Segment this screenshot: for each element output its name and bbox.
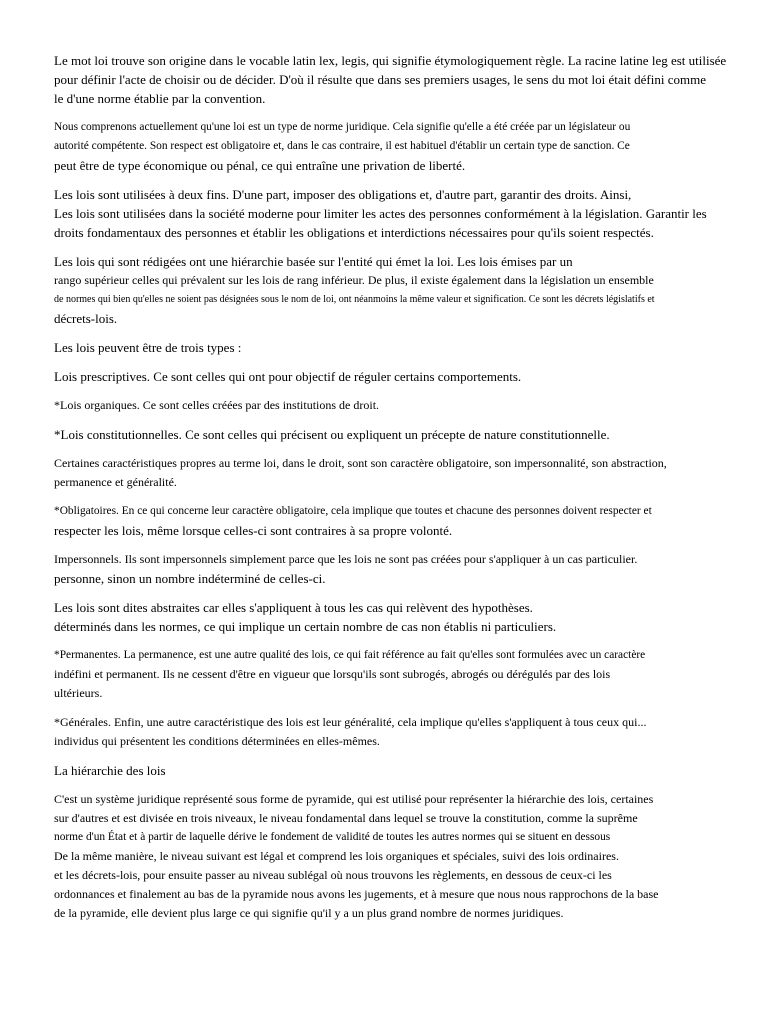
- paragraph: [54, 598, 766, 636]
- text-line: pour définir l'acte de choisir ou de décider. D'où il résulte que dans ses premiers usages, le sens du mot loi était défini comme: [54, 72, 706, 87]
- text-line: *Permanentes. La permanence, est une autre qualité des lois, ce qui fait référence au fait qu'elles sont formulées avec un caractère: [54, 649, 646, 661]
- text-line: décrets-lois.: [54, 311, 118, 326]
- text-line: Les lois sont dites abstraites car elles s'appliquent à tous les cas qui relèvent des hypothèses.: [54, 600, 533, 615]
- paragraph: [54, 761, 766, 780]
- paragraph: [54, 252, 766, 328]
- text-line: Les lois sont utilisées à deux fins. D'une part, imposer des obligations et, d'autre part, garantir des droits. Ainsi,: [54, 187, 632, 202]
- text-line: autorité compétente. Son respect est obligatoire et, dans le cas contraire, il est habituel d'établir un certain type de sanction. Ce: [54, 140, 630, 152]
- paragraph: [54, 550, 766, 588]
- text-line: *Lois organiques. Ce sont celles créées par des institutions de droit.: [54, 398, 380, 412]
- paragraph: [54, 396, 766, 415]
- text-line: personne, sinon un nombre indéterminé de celles-ci.: [54, 571, 326, 586]
- text-line: De la même manière, le niveau suivant est légal et comprend les lois organiques et spéciales, suivi des lois ordinaires.: [54, 849, 619, 863]
- text-line: respecter les lois, même lorsque celles-ci sont contraires à sa propre volonté.: [54, 523, 453, 538]
- paragraph: [54, 367, 766, 386]
- text-line: droits fondamentaux des personnes et établir les obligations et interdictions nécessaires pour qu'ils soient respectés.: [54, 225, 654, 240]
- text-line: de normes qui bien qu'elles ne soient pas désignées sous le nom de loi, ont néanmoins la même valeur et signification. Ce sont les décrets législatifs et: [54, 294, 655, 305]
- text-line: le d'une norme établie par la convention.: [54, 91, 266, 106]
- text-line: permanence et généralité.: [54, 475, 177, 489]
- text-line: ultérieurs.: [54, 686, 103, 700]
- text-line: Les lois sont utilisées dans la société moderne pour limiter les actes des personnes conformément à la législation. Garantir les: [54, 206, 707, 221]
- text-line: *Obligatoires. En ce qui concerne leur caractère obligatoire, cela implique que toutes et chacune des personnes doivent respecter et: [54, 505, 652, 517]
- text-line: individus qui présentent les conditions déterminées en elles-mêmes.: [54, 734, 380, 748]
- paragraph: [54, 713, 766, 751]
- text-line: *Générales. Enfin, une autre caractéristique des lois est leur généralité, cela implique qu'elles s'appliquent à tous ceux qui...: [54, 715, 647, 729]
- text-line: *Lois constitutionnelles. Ce sont celles qui précisent ou expliquent un précepte de nature constitutionnelle.: [54, 427, 610, 442]
- paragraph: [54, 51, 766, 108]
- text-line: Certaines caractéristiques propres au terme loi, dans le droit, sont son caractère obligatoire, son impersonnalité, son abstraction,: [54, 456, 667, 470]
- text-line: C'est un système juridique représenté sous forme de pyramide, qui est utilisé pour représenter la hiérarchie des lois, certaines: [54, 792, 654, 806]
- text-line: Nous comprenons actuellement qu'une loi est un type de norme juridique. Cela signifie qu'elle a été créée par un législateur ou: [54, 121, 631, 133]
- paragraph: [54, 454, 766, 492]
- paragraph: [54, 338, 766, 357]
- paragraph: [54, 425, 766, 444]
- paragraph: [54, 646, 766, 703]
- text-line: indéfini et permanent. Ils ne cessent d'être en vigueur que lorsqu'ils sont subrogés, abrogés ou dérégulés par des lois: [54, 667, 611, 681]
- text-line: La hiérarchie des lois: [54, 763, 166, 778]
- text-line: et les décrets-lois, pour ensuite passer au niveau sublégal où nous trouvons les règlements, en dessous de ceux-ci les: [54, 868, 612, 882]
- text-line: rango supérieur celles qui prévalent sur les lois de rang inférieur. De plus, il existe également dans la législation un ensemble: [54, 273, 654, 287]
- paragraph: [54, 502, 766, 540]
- text-line: ordonnances et finalement au bas de la pyramide nous avons les jugements, et à mesure que nous nous rapprochons de la base: [54, 887, 659, 901]
- text-line: Impersonnels. Ils sont impersonnels simplement parce que les lois ne sont pas créées pour s'appliquer à un cas particulier.: [54, 552, 638, 566]
- text-line: sur d'autres et est divisée en trois niveaux, le niveau fondamental dans lequel se trouve la constitution, comme la suprême: [54, 811, 638, 825]
- text-line: peut être de type économique ou pénal, ce qui entraîne une privation de liberté.: [54, 158, 466, 173]
- paragraph: [54, 790, 766, 923]
- document-body: [54, 51, 766, 933]
- text-line: déterminés dans les normes, ce qui implique un certain nombre de cas non établis ni particuliers.: [54, 619, 557, 634]
- paragraph: [54, 185, 766, 242]
- text-line: de la pyramide, elle devient plus large ce qui signifie qu'il y a un plus grand nombre de normes juridiques.: [54, 906, 564, 920]
- paragraph: [54, 118, 766, 175]
- text-line: Le mot loi trouve son origine dans le vocable latin lex, legis, qui signifie étymologiquement règle. La racine latine leg est utilisée: [54, 53, 727, 68]
- text-line: norme d'un État et à partir de laquelle dérive le fondement de validité de toutes les autres normes qui se situent en dessous: [54, 831, 611, 843]
- text-line: Lois prescriptives. Ce sont celles qui ont pour objectif de réguler certains comportements.: [54, 369, 522, 384]
- text-line: Les lois qui sont rédigées ont une hiérarchie basée sur l'entité qui émet la loi. Les lois émises par un: [54, 254, 573, 269]
- text-line: Les lois peuvent être de trois types :: [54, 340, 242, 355]
